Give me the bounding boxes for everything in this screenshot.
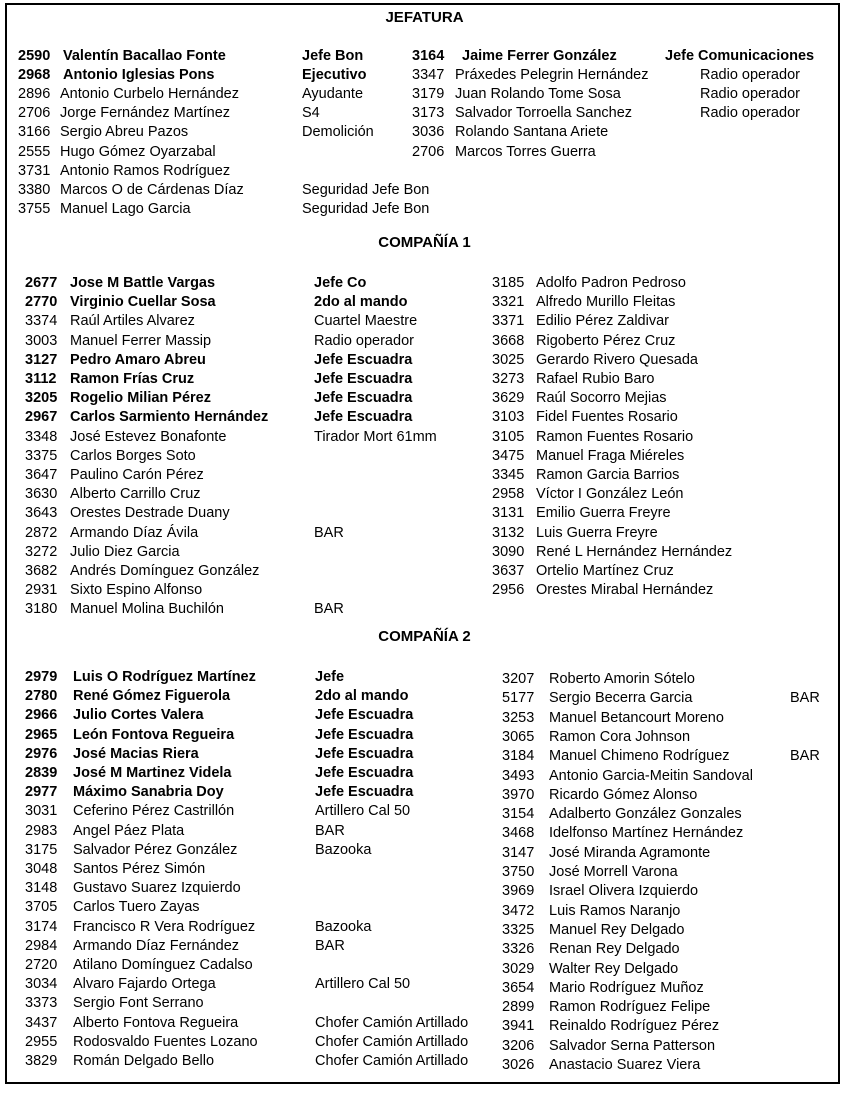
person-id: 3173	[412, 105, 445, 122]
person-role: Radio operador	[700, 67, 800, 84]
person-id: 3205	[25, 390, 58, 407]
person-name: Carlos Tuero Zayas	[73, 899, 200, 916]
person-name: René L Hernández Hernández	[536, 543, 733, 560]
person-id: 3105	[492, 428, 525, 445]
person-role: Jefe Comunicaciones	[665, 48, 815, 64]
section-heading: JEFATURA	[385, 9, 464, 26]
person-id: 3112	[25, 371, 57, 387]
person-id: 2720	[25, 957, 58, 973]
person-role: Chofer Camión Artillado	[315, 1053, 469, 1069]
person-name: Valentín Bacallao Fonte	[63, 48, 226, 64]
person-name: Antonio Iglesias Pons	[63, 67, 215, 84]
person-id: 3025	[492, 351, 525, 368]
person-name: Francisco R Vera Rodríguez	[73, 918, 256, 935]
person-id: 3175	[25, 841, 58, 858]
person-id: 3375	[25, 447, 58, 464]
person-role: 2do al mando	[314, 294, 408, 311]
person-name: Gerardo Rivero Quesada	[536, 351, 698, 368]
person-name: Virginio Cuellar Sosa	[70, 294, 216, 311]
person-name: Manuel Lago Garcia	[60, 200, 191, 217]
person-name: Gustavo Suarez Izquierdo	[73, 880, 241, 897]
person-id: 2966	[25, 707, 58, 724]
person-id: 3475	[492, 447, 525, 464]
person-id: 2931	[25, 582, 58, 599]
person-role: BAR	[315, 937, 345, 954]
person-name: Ramon Cora Johnson	[549, 728, 691, 745]
person-role: Jefe Escuadra	[315, 707, 414, 724]
person-name: Alberto Fontova Regueira	[73, 1014, 239, 1031]
person-id: 3493	[502, 767, 535, 784]
person-id: 2979	[25, 669, 58, 685]
person-role: Chofer Camión Artillado	[315, 1033, 469, 1050]
person-name: Ramon Garcia Barrios	[536, 467, 680, 483]
person-role: Ayudante	[302, 86, 364, 103]
person-id: 3325	[502, 921, 535, 938]
person-id: 3472	[502, 902, 535, 919]
person-name: Antonio Ramos Rodríguez	[60, 162, 231, 179]
person-id: 3179	[412, 86, 445, 103]
person-id: 3174	[25, 918, 58, 935]
person-name: José Morrell Varona	[549, 864, 678, 880]
person-id: 2839	[25, 765, 58, 781]
person-id: 3682	[25, 563, 58, 579]
person-name: Marcos Torres Guerra	[455, 143, 596, 160]
person-id: 3630	[25, 486, 58, 503]
person-role: Ejecutivo	[302, 67, 367, 84]
person-id: 3154	[502, 806, 535, 823]
person-name: Ramon Rodríguez Felipe	[549, 999, 711, 1016]
person-role: Jefe Escuadra	[315, 745, 414, 762]
person-name: Rolando Santana Ariete	[455, 124, 609, 141]
person-id: 3468	[502, 825, 535, 842]
person-role: Jefe Escuadra	[314, 390, 413, 407]
person-name: Alberto Carrillo Cruz	[70, 486, 201, 503]
person-role: Radio operador	[700, 105, 800, 122]
person-name: Salvador Serna Patterson	[549, 1037, 716, 1054]
person-name: Manuel Fraga Miéreles	[536, 447, 685, 464]
person-id: 3131	[492, 505, 525, 522]
person-name: Sergio Becerra Garcia	[549, 690, 693, 707]
person-name: Ramon Frías Cruz	[70, 371, 195, 387]
person-name: Jose M Battle Vargas	[70, 275, 216, 291]
person-id: 3147	[502, 844, 535, 861]
person-id: 2706	[18, 105, 51, 122]
person-id: 2976	[25, 745, 58, 762]
person-name: Fidel Fuentes Rosario	[536, 409, 678, 426]
person-role: Jefe Escuadra	[315, 726, 414, 743]
person-name: Sixto Espino Alfonso	[70, 582, 203, 599]
person-id: 3206	[502, 1037, 535, 1054]
person-name: Hugo Gómez Oyarzabal	[60, 143, 216, 160]
person-role: Bazooka	[315, 841, 372, 858]
person-role: BAR	[314, 524, 344, 541]
person-id: 2555	[18, 143, 51, 160]
person-role: Jefe Escuadra	[315, 765, 414, 781]
person-id: 3829	[25, 1053, 58, 1069]
person-name: Juan Rolando Tome Sosa	[455, 86, 621, 103]
section-heading: COMPAÑÍA 2	[378, 628, 471, 645]
person-id: 2956	[492, 582, 525, 599]
person-name: Andrés Domínguez González	[70, 563, 260, 579]
person-name: Ricardo Gómez Alonso	[549, 786, 698, 803]
person-name: Rodosvaldo Fuentes Lozano	[73, 1033, 258, 1050]
person-id: 2967	[25, 409, 58, 426]
person-name: Roberto Amorin Sótelo	[549, 671, 695, 687]
person-id: 3090	[492, 543, 525, 560]
person-id: 3184	[502, 748, 535, 765]
person-id: 3629	[492, 390, 525, 407]
person-role: Demolición	[302, 124, 374, 141]
person-name: José M Martinez Videla	[73, 765, 232, 781]
person-id: 2896	[18, 86, 51, 103]
person-name: Adolfo Padron Pedroso	[536, 275, 686, 291]
person-id: 2872	[25, 524, 58, 541]
person-name: Práxedes Pelegrin Hernández	[455, 67, 649, 84]
person-name: Santos Pérez Simón	[73, 861, 206, 877]
person-id: 3321	[492, 294, 525, 311]
person-name: Walter Rey Delgado	[549, 960, 679, 977]
person-id: 3647	[25, 467, 58, 483]
person-id: 3127	[25, 351, 58, 368]
person-role: Tirador Mort 61mm	[314, 428, 437, 445]
person-id: 3132	[492, 524, 525, 541]
person-id: 3750	[502, 864, 535, 880]
person-id: 3345	[492, 467, 525, 483]
person-name: Reinaldo Rodríguez Pérez	[549, 1018, 720, 1035]
person-id: 3048	[25, 861, 58, 877]
person-name: Orestes Destrade Duany	[70, 505, 230, 522]
person-role: Jefe Co	[314, 275, 367, 291]
person-id: 3273	[492, 371, 525, 387]
person-name: René Gómez Figuerola	[73, 688, 231, 705]
person-role: S4	[302, 105, 320, 122]
person-name: Jaime Ferrer González	[462, 48, 617, 64]
person-id: 3272	[25, 543, 58, 560]
person-id: 2983	[25, 822, 58, 839]
person-name: Antonio Curbelo Hernández	[60, 86, 239, 103]
person-name: Marcos O de Cárdenas Díaz	[60, 181, 244, 198]
person-name: Alvaro Fajardo Ortega	[73, 976, 216, 993]
person-name: Ortelio Martínez Cruz	[536, 563, 674, 579]
person-name: Julio Diez Garcia	[70, 543, 180, 560]
person-id: 2965	[25, 726, 58, 743]
person-id: 3437	[25, 1014, 58, 1031]
person-id: 3380	[18, 181, 51, 198]
person-role: Jefe Escuadra	[314, 409, 413, 426]
person-id: 3637	[492, 563, 525, 579]
person-id: 3668	[492, 332, 525, 349]
person-id: 3164	[412, 48, 445, 64]
person-role: Cuartel Maestre	[314, 313, 418, 330]
person-name: Atilano Domínguez Cadalso	[73, 957, 253, 973]
person-name: Manuel Molina Buchilón	[70, 601, 224, 618]
person-id: 5177	[502, 690, 535, 707]
person-name: Israel Olivera Izquierdo	[549, 883, 699, 900]
person-id: 2977	[25, 784, 58, 801]
person-role: Artillero Cal 50	[315, 976, 411, 993]
person-name: Máximo Sanabria Doy	[73, 784, 224, 801]
person-name: Renan Rey Delgado	[549, 941, 680, 958]
person-role: 2do al mando	[315, 688, 409, 705]
person-name: José Miranda Agramonte	[549, 844, 711, 861]
person-id: 3347	[412, 67, 445, 84]
person-id: 3166	[18, 124, 51, 141]
person-id: 3036	[412, 124, 445, 141]
person-id: 2706	[412, 143, 445, 160]
person-name: Manuel Betancourt Moreno	[549, 709, 724, 726]
person-id: 3065	[502, 728, 535, 745]
person-name: Rigoberto Pérez Cruz	[536, 332, 676, 349]
person-id: 3029	[502, 960, 535, 977]
person-role: Bazooka	[315, 918, 372, 935]
person-id: 2958	[492, 486, 525, 503]
person-name: Alfredo Murillo Fleitas	[536, 294, 676, 311]
person-name: León Fontova Regueira	[73, 726, 235, 743]
person-name: Román Delgado Bello	[73, 1053, 215, 1069]
person-role: Seguridad Jefe Bon	[302, 181, 430, 198]
person-name: Salvador Torroella Sanchez	[455, 105, 633, 122]
person-name: Manuel Ferrer Massip	[70, 332, 212, 349]
person-id: 3026	[502, 1057, 535, 1073]
person-name: Luis Guerra Freyre	[536, 524, 658, 541]
person-id: 3034	[25, 976, 58, 993]
person-id: 2984	[25, 937, 58, 954]
person-id: 3326	[502, 941, 535, 958]
person-name: Angel Páez Plata	[73, 822, 185, 839]
person-name: Rogelio Milian Pérez	[70, 390, 211, 407]
person-name: Mario Rodríguez Muñoz	[549, 979, 704, 996]
person-name: José Estevez Bonafonte	[70, 428, 227, 445]
person-id: 3253	[502, 709, 535, 726]
person-id: 3654	[502, 979, 535, 996]
person-role: Chofer Camión Artillado	[315, 1014, 469, 1031]
person-name: Emilio Guerra Freyre	[536, 505, 671, 522]
person-name: Salvador Pérez González	[73, 841, 238, 858]
person-name: Ramon Fuentes Rosario	[536, 428, 694, 445]
person-name: Orestes Mirabal Hernández	[536, 582, 714, 599]
person-id: 3373	[25, 995, 58, 1012]
person-role: Radio operador	[314, 332, 414, 349]
person-name: Sergio Font Serrano	[73, 995, 204, 1012]
person-id: 3705	[25, 899, 58, 916]
person-role: Jefe Escuadra	[314, 351, 413, 368]
person-name: Idelfonso Martínez Hernández	[549, 825, 744, 842]
person-name: Anastacio Suarez Viera	[549, 1057, 701, 1073]
person-id: 2590	[18, 48, 51, 64]
person-id: 2899	[502, 999, 535, 1016]
person-role: BAR	[315, 822, 345, 839]
person-id: 3643	[25, 505, 58, 522]
person-id: 3941	[502, 1018, 535, 1035]
person-id: 3348	[25, 428, 58, 445]
person-id: 3207	[502, 671, 535, 687]
section-heading: COMPAÑÍA 1	[378, 234, 471, 251]
person-name: Carlos Borges Soto	[70, 447, 196, 464]
person-name: Raúl Artiles Alvarez	[70, 313, 195, 330]
person-id: 3371	[492, 313, 525, 330]
person-role: BAR	[790, 690, 820, 707]
person-name: Rafael Rubio Baro	[536, 371, 655, 387]
person-id: 2780	[25, 688, 58, 705]
person-name: Julio Cortes Valera	[73, 707, 204, 724]
person-name: Luis Ramos Naranjo	[549, 902, 681, 919]
person-role: BAR	[314, 601, 344, 618]
person-id: 3731	[18, 162, 51, 179]
person-role: Jefe Escuadra	[315, 784, 414, 801]
person-name: Edilio Pérez Zaldivar	[536, 313, 669, 330]
person-name: Luis O Rodríguez Martínez	[73, 669, 256, 685]
person-id: 3185	[492, 275, 525, 291]
person-name: Antonio Garcia-Meitin Sandoval	[549, 767, 753, 784]
person-role: Seguridad Jefe Bon	[302, 200, 430, 217]
person-id: 3003	[25, 332, 58, 349]
person-id: 3970	[502, 786, 535, 803]
person-id: 3103	[492, 409, 525, 426]
person-role: Radio operador	[700, 86, 800, 103]
person-id: 2955	[25, 1033, 58, 1050]
person-name: Adalberto González Gonzales	[549, 806, 742, 823]
person-role: Jefe	[315, 669, 345, 685]
person-name: Raúl Socorro Mejias	[536, 390, 667, 407]
person-name: Jorge Fernández Martínez	[60, 105, 231, 122]
person-name: Armando Díaz Ávila	[70, 524, 199, 541]
person-name: Ceferino Pérez Castrillón	[73, 803, 235, 820]
person-id: 3031	[25, 803, 58, 820]
person-name: José Macias Riera	[73, 745, 199, 762]
person-role: BAR	[790, 748, 820, 765]
person-name: Manuel Rey Delgado	[549, 921, 685, 938]
person-id: 3148	[25, 880, 58, 897]
person-id: 2677	[25, 275, 58, 291]
person-name: Manuel Chimeno Rodríguez	[549, 748, 730, 765]
person-id: 2770	[25, 294, 58, 311]
person-name: Pedro Amaro Abreu	[70, 351, 206, 368]
person-role: Jefe Bon	[302, 48, 364, 64]
person-id: 3755	[18, 200, 51, 217]
person-role: Jefe Escuadra	[314, 371, 413, 387]
person-name: Carlos Sarmiento Hernández	[70, 409, 269, 426]
person-id: 3969	[502, 883, 535, 900]
person-id: 3374	[25, 313, 58, 330]
person-name: Paulino Carón Pérez	[70, 467, 204, 483]
person-id: 2968	[18, 67, 51, 84]
person-id: 3180	[25, 601, 58, 618]
person-role: Artillero Cal 50	[315, 803, 411, 820]
person-name: Sergio Abreu Pazos	[60, 124, 189, 141]
person-name: Víctor I González León	[536, 486, 684, 503]
person-name: Armando Díaz Fernández	[73, 937, 240, 954]
